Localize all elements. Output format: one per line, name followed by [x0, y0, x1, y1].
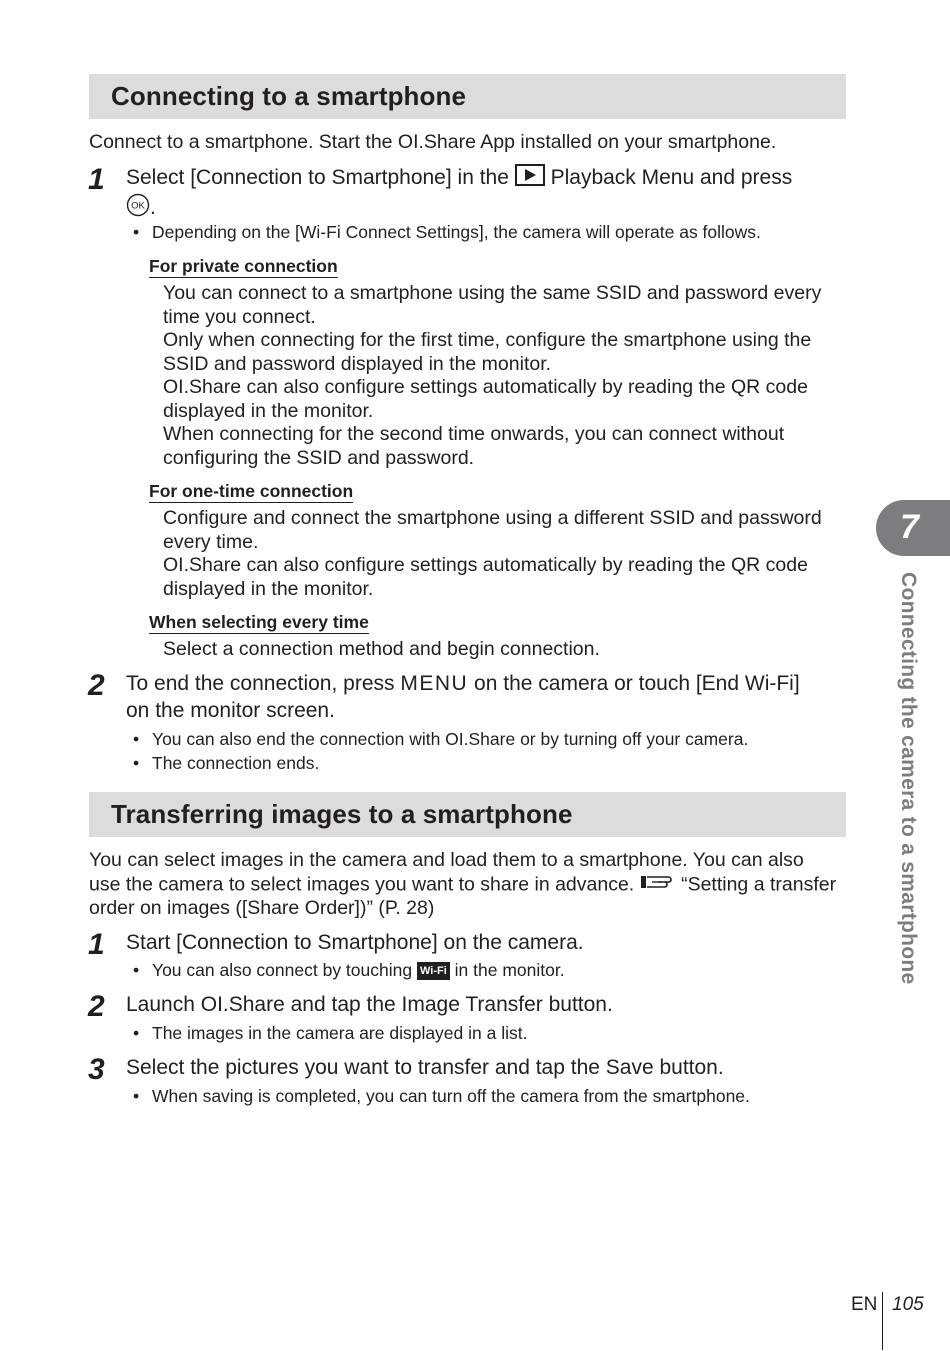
bullet-item: • Depending on the [Wi-Fi Connect Settings], the camera will operate as follows.	[133, 222, 761, 242]
every-time-body: Select a connection method and begin connection.	[163, 638, 600, 660]
step-text: Select the pictures you want to transfer and tap the Save button.	[126, 1056, 724, 1079]
playback-icon	[515, 164, 545, 193]
footer-language: EN	[851, 1294, 878, 1315]
page-number: 105	[892, 1294, 924, 1315]
section-header-connecting	[89, 74, 846, 119]
step-text-part: Playback Menu and press	[550, 166, 793, 190]
section-intro: Connect to a smartphone. Start the OI.Share App installed on your smartphone.	[89, 131, 777, 153]
section-title: Transferring images to a smartphone	[111, 799, 573, 829]
footer-divider	[882, 1292, 883, 1350]
ok-button-icon	[126, 193, 150, 224]
subheading-private: For private connection	[149, 256, 338, 276]
bullet-item: • When saving is completed, you can turn off the camera from the smartphone.	[133, 1086, 750, 1106]
bullet-item: • The images in the camera are displayed in a list.	[133, 1023, 528, 1043]
step-number: 2	[88, 669, 105, 702]
section-header-transferring	[89, 792, 846, 837]
step-text-part: Select [Connection to Smartphone] in the	[126, 166, 509, 190]
step-number: 2	[88, 990, 105, 1023]
reference-hand-icon	[640, 873, 676, 898]
menu-button-label: MENU	[400, 672, 469, 695]
bullet-item: • The connection ends.	[133, 753, 320, 773]
bullet-item: • You can also end the connection with OI.Share or by turning off your camera.	[133, 729, 749, 749]
step-text	[126, 164, 846, 224]
chapter-title: Connecting the camera to a smartphone	[897, 572, 920, 985]
step-number: 1	[88, 163, 105, 196]
step-text: Launch OI.Share and tap the Image Transfer button.	[126, 993, 613, 1016]
section-title: Connecting to a smartphone	[111, 81, 467, 111]
step-number: 1	[88, 928, 105, 961]
svg-text:OK: OK	[131, 200, 145, 212]
private-connection-body: You can connect to a smartphone using the same SSID and password every time you connect. Only when connecting for the first time, configure the smartphone using the SSID and password displayed in the monitor. OI.Share can also configure settings automatically by reading the QR code displayed in the monitor. When connecting for the second time onwards, you can connect without configuring the SSID and password.	[163, 282, 822, 469]
chapter-number: 7	[900, 508, 919, 546]
one-time-connection-body: Configure and connect the smartphone using a different SSID and password every time. OI.Share can also configure settings automatically by reading the QR code displayed in the monitor.	[163, 507, 822, 600]
step-text: Start [Connection to Smartphone] on the camera.	[126, 931, 584, 954]
subheading-every-time: When selecting every time	[149, 612, 369, 632]
chapter-tab	[876, 500, 950, 556]
step-text: To end the connection, press MENU on the camera or touch [End Wi-Fi] on the monitor screen.	[126, 672, 800, 722]
section-intro: You can select images in the camera and load them to a smartphone. You can also use the camera to select images you want to share in advance. “Setting a transfer order on images ([Share Order])” (P. 28)	[89, 849, 837, 919]
step-number: 3	[88, 1053, 105, 1086]
step-text-part: .	[150, 196, 156, 220]
subheading-one-time: For one-time connection	[149, 481, 354, 501]
wifi-badge-icon: Wi-Fi	[417, 962, 450, 980]
bullet-item: • You can also connect by touching Wi-Fi in the monitor.	[133, 960, 565, 980]
